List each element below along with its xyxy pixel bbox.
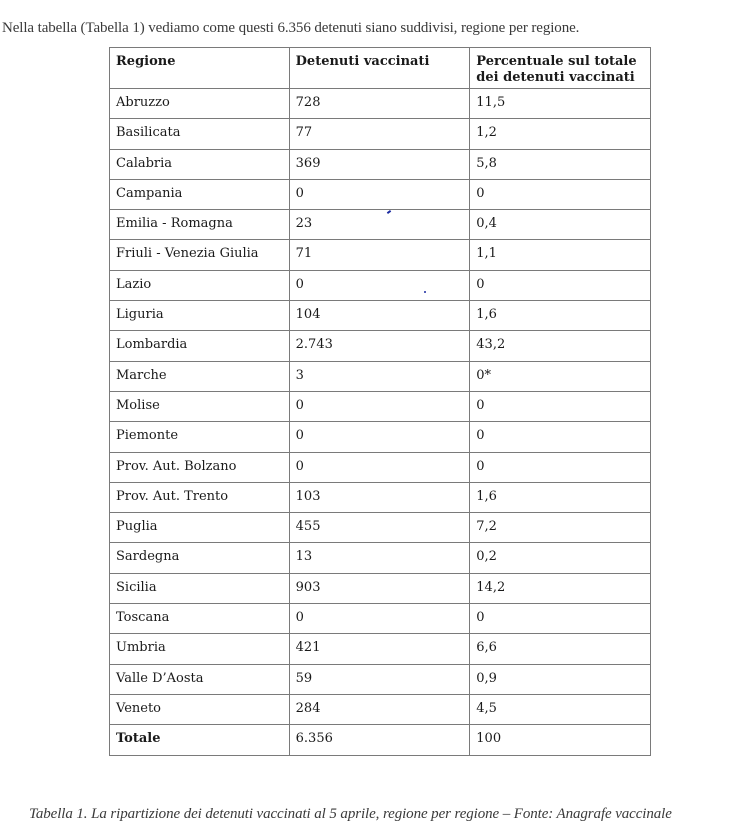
cell-percent: 43,2 — [470, 331, 651, 361]
cell-percent: 4,5 — [470, 694, 651, 724]
table-row — [110, 119, 651, 149]
table-row — [110, 422, 651, 452]
cell-vaccinated: 0 — [289, 179, 470, 209]
table-header-row — [110, 48, 651, 89]
cell-percent: 0 — [470, 604, 651, 634]
table-row — [110, 149, 651, 179]
cell-region: Campania — [110, 179, 290, 209]
cell-percent: 11,5 — [470, 89, 651, 119]
table-row — [110, 270, 651, 300]
table-row — [110, 391, 651, 421]
cell-percent: 0* — [470, 361, 651, 391]
cell-region: Lombardia — [110, 331, 290, 361]
cell-region: Puglia — [110, 513, 290, 543]
cell-percent: 6,6 — [470, 634, 651, 664]
table-row — [110, 694, 651, 724]
table-row — [110, 89, 651, 119]
cell-vaccinated: 2.743 — [289, 331, 470, 361]
header-region: Regione — [110, 48, 290, 89]
cell-percent: 5,8 — [470, 149, 651, 179]
cell-region: Friuli - Venezia Giulia — [110, 240, 290, 270]
cell-region: Basilicata — [110, 119, 290, 149]
cell-vaccinated: 369 — [289, 149, 470, 179]
cell-region: Valle D’Aosta — [110, 664, 290, 694]
cell-region: Prov. Aut. Trento — [110, 482, 290, 512]
cell-region: Liguria — [110, 301, 290, 331]
cell-vaccinated: 0 — [289, 270, 470, 300]
cell-percent: 0,9 — [470, 664, 651, 694]
table-row — [110, 452, 651, 482]
table-row — [110, 604, 651, 634]
header-percent: Percentuale sul totale dei detenuti vaccinati — [470, 48, 651, 89]
cell-vaccinated: 3 — [289, 361, 470, 391]
cell-percent: 0 — [470, 179, 651, 209]
cell-region: Marche — [110, 361, 290, 391]
table-body — [110, 89, 651, 756]
cell-vaccinated: 13 — [289, 543, 470, 573]
table-caption: Tabella 1. La ripartizione dei detenuti vaccinati al 5 aprile, regione per regione – Fonte: Anagrafe vaccinale — [29, 806, 672, 822]
cell-region: Molise — [110, 391, 290, 421]
table-row — [110, 482, 651, 512]
cell-percent: 0 — [470, 422, 651, 452]
cell-percent: 1,1 — [470, 240, 651, 270]
cell-region: Sardegna — [110, 543, 290, 573]
cell-region: Toscana — [110, 604, 290, 634]
cell-region: Calabria — [110, 149, 290, 179]
table-row — [110, 331, 651, 361]
cell-vaccinated: 0 — [289, 452, 470, 482]
cell-vaccinated: 77 — [289, 119, 470, 149]
table-row — [110, 179, 651, 209]
cell-percent: 1,6 — [470, 482, 651, 512]
cell-percent: 14,2 — [470, 573, 651, 603]
table-row — [110, 301, 651, 331]
cell-vaccinated: 103 — [289, 482, 470, 512]
cell-vaccinated: 23 — [289, 210, 470, 240]
cell-vaccinated: 0 — [289, 422, 470, 452]
cell-vaccinated: 421 — [289, 634, 470, 664]
cell-region: Totale — [110, 725, 290, 755]
table-row — [110, 361, 651, 391]
table-row — [110, 634, 651, 664]
cell-region: Veneto — [110, 694, 290, 724]
cell-vaccinated: 455 — [289, 513, 470, 543]
table-row — [110, 573, 651, 603]
cell-vaccinated: 284 — [289, 694, 470, 724]
stray-pen-dot — [424, 291, 426, 293]
cell-percent: 7,2 — [470, 513, 651, 543]
cell-percent: 1,6 — [470, 301, 651, 331]
cell-region: Piemonte — [110, 422, 290, 452]
cell-region: Sicilia — [110, 573, 290, 603]
cell-vaccinated: 71 — [289, 240, 470, 270]
cell-region: Prov. Aut. Bolzano — [110, 452, 290, 482]
table-row — [110, 543, 651, 573]
cell-vaccinated: 903 — [289, 573, 470, 603]
cell-percent: 100 — [470, 725, 651, 755]
cell-vaccinated: 59 — [289, 664, 470, 694]
cell-region: Umbria — [110, 634, 290, 664]
cell-region: Lazio — [110, 270, 290, 300]
cell-percent: 0 — [470, 270, 651, 300]
cell-percent: 0,4 — [470, 210, 651, 240]
intro-paragraph: Nella tabella (Tabella 1) vediamo come questi 6.356 detenuti siano suddivisi, regione per regione. — [2, 20, 580, 36]
cell-vaccinated: 728 — [289, 89, 470, 119]
table-row — [110, 513, 651, 543]
cell-percent: 0 — [470, 391, 651, 421]
detainees-table — [109, 47, 651, 756]
table-row — [110, 210, 651, 240]
cell-percent: 0,2 — [470, 543, 651, 573]
header-vaccinated: Detenuti vaccinati — [289, 48, 470, 89]
table-row — [110, 240, 651, 270]
cell-percent: 1,2 — [470, 119, 651, 149]
cell-region: Abruzzo — [110, 89, 290, 119]
table-row — [110, 664, 651, 694]
cell-region: Emilia - Romagna — [110, 210, 290, 240]
cell-vaccinated: 6.356 — [289, 725, 470, 755]
cell-vaccinated: 104 — [289, 301, 470, 331]
cell-percent: 0 — [470, 452, 651, 482]
cell-vaccinated: 0 — [289, 604, 470, 634]
cell-vaccinated: 0 — [289, 391, 470, 421]
total-row — [110, 725, 651, 755]
